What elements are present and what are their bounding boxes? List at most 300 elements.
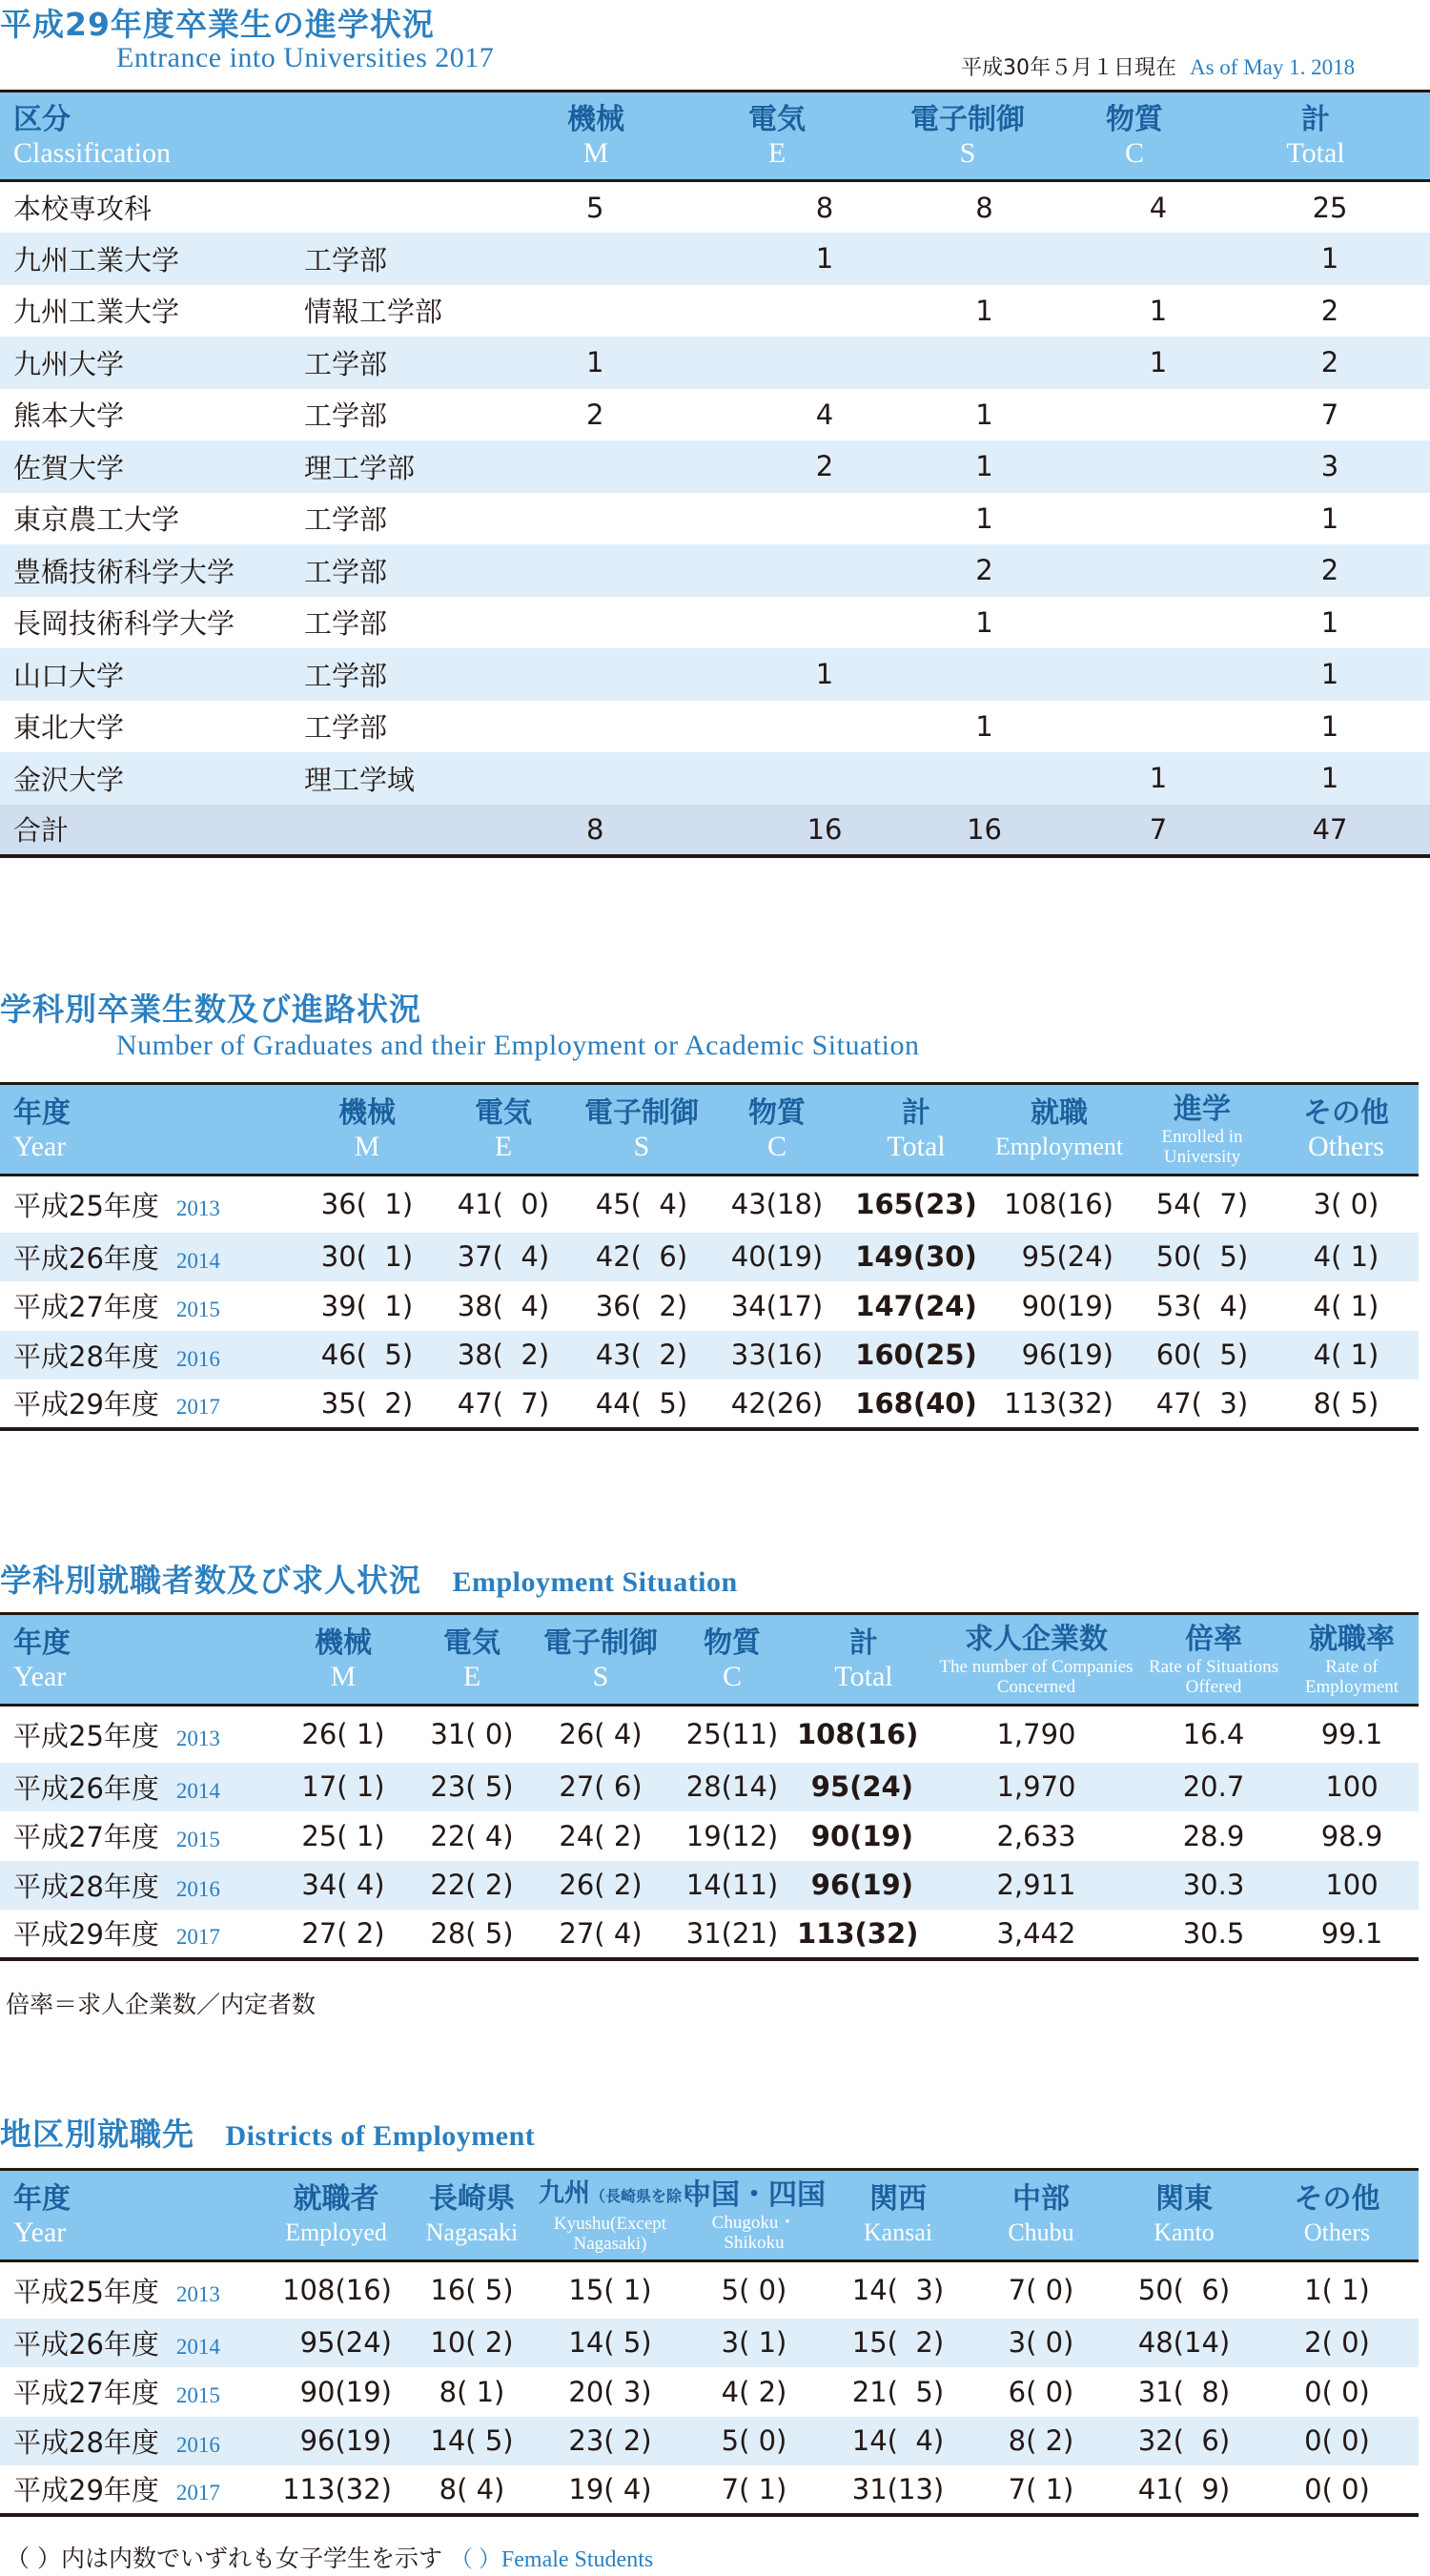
table-cell: 25(11) [685, 1718, 779, 1751]
table-row [0, 648, 1430, 701]
table-cell: 2( 0) [1304, 2326, 1370, 2360]
table-cell: 九州工業大学 [13, 296, 180, 329]
header-s: 電子制御 S [584, 1095, 699, 1162]
year-number: 2016 [175, 1346, 220, 1371]
header-rate: 倍率 Rate of Situations Offered [1148, 1622, 1279, 1697]
table-cell: 8 [586, 812, 604, 846]
table-cell: 26( 4) [559, 1718, 643, 1751]
table-cell: 165(23) [855, 1188, 977, 1221]
table-cell [567, 493, 701, 545]
table-cell: 7( 0) [1008, 2274, 1074, 2307]
table-row [0, 1811, 1419, 1861]
table-cell: 40(19) [730, 1240, 824, 1274]
table-cell: 8 [975, 191, 993, 224]
year-number: 2015 [175, 2383, 220, 2408]
year-cell [0, 1910, 276, 1959]
table-row [0, 285, 1430, 337]
table-cell: 36( 2) [595, 1289, 688, 1322]
section4-title-en: Districts of Employment [225, 2120, 536, 2152]
table-cell: 4( 2) [721, 2375, 787, 2408]
section1-title: 平成29年度卒業生の進学状況 [0, 6, 435, 43]
table-cell: 14( 4) [851, 2424, 945, 2458]
table-cell: 3 [1320, 450, 1339, 483]
table-cell: 熊本大学 [13, 399, 125, 433]
header-total: 計 Total [834, 1625, 893, 1692]
table-cell: 4( 1) [1313, 1339, 1379, 1372]
table-cell: 1 [815, 242, 834, 276]
table-cell: 20.7 [1182, 1770, 1245, 1804]
table-cell: 3,442 [996, 1916, 1076, 1950]
year-number: 2014 [175, 1248, 220, 1273]
year-label: 平成29年度 [13, 2474, 159, 2507]
table-cell: 工学部 [304, 659, 388, 692]
year-cell [0, 2261, 267, 2319]
graduates-table [0, 1082, 1419, 1431]
year-number: 2016 [175, 2432, 220, 2457]
table-cell [1049, 597, 1268, 649]
header-e: 電気 E [443, 1625, 500, 1692]
table-cell: 22( 2) [430, 1869, 514, 1902]
table-cell: 47( 3) [1155, 1386, 1249, 1420]
year-cell [0, 1811, 276, 1861]
female-footnote-en: （ ）Female Students [449, 2547, 654, 2572]
year-cell [0, 1706, 276, 1763]
table-cell: 長岡技術科学大学 [13, 607, 235, 641]
header-others: その他 Others [1303, 1095, 1389, 1162]
table-cell [1049, 648, 1268, 701]
table-cell: 2 [586, 398, 604, 431]
table-row [0, 2261, 1419, 2319]
table-cell: 108(16) [282, 2274, 392, 2307]
table-cell: 60( 5) [1155, 1339, 1249, 1372]
table-cell: 34(17) [730, 1289, 824, 1322]
table-cell: 38( 4) [457, 1289, 550, 1322]
table-row [0, 2319, 1419, 2368]
table-cell [567, 701, 701, 753]
year-label: 平成25年度 [13, 1189, 159, 1222]
table-cell: 27( 6) [559, 1770, 643, 1804]
table-header [0, 92, 1430, 181]
table-cell [920, 337, 1049, 389]
table-cell: 31( 0) [430, 1718, 514, 1751]
table-row [0, 1233, 1419, 1282]
table-cell: 160(25) [855, 1339, 977, 1372]
table-cell: 90(19) [810, 1819, 913, 1852]
table-cell: 95(24) [810, 1770, 913, 1804]
table-cell: 28(14) [685, 1770, 779, 1804]
table-cell: 27( 2) [301, 1916, 385, 1950]
header-kyushu: 九州（長崎県を除く） Kyushu(Except Nagasaki) [539, 2178, 713, 2254]
table-cell: 96(19) [1021, 1339, 1113, 1372]
table-row [0, 597, 1430, 649]
year-label: 平成27年度 [13, 1821, 159, 1854]
table-cell: 43( 2) [595, 1339, 688, 1372]
section3-title [0, 1556, 738, 1601]
table-cell: 1 [1149, 762, 1168, 795]
table-cell: 14( 5) [568, 2326, 652, 2360]
table-cell: 1 [1320, 501, 1339, 535]
header-employment-rate: 就職率 Rate of Employment [1304, 1622, 1399, 1697]
table-cell: 1 [975, 709, 993, 743]
table-cell: 2,911 [996, 1869, 1076, 1902]
table-cell [567, 285, 701, 337]
table-cell: 1 [975, 605, 993, 639]
table-cell: 31( 8) [1137, 2375, 1231, 2408]
table-cell: 113(32) [797, 1916, 919, 1950]
year-label: 平成25年度 [13, 1719, 159, 1752]
section2-title: 学科別卒業生数及び進路状況 [0, 991, 421, 1028]
districts-table [0, 2168, 1419, 2517]
table-row [0, 389, 1430, 441]
table-cell: 16( 5) [430, 2274, 514, 2307]
table-cell: 1 [586, 346, 604, 379]
table-cell: 47( 7) [457, 1386, 550, 1420]
table-cell: 豊橋技術科学大学 [13, 555, 235, 588]
table-cell: 10( 2) [430, 2326, 514, 2360]
table-cell: 本校専攻科 [13, 193, 153, 225]
table-cell: 佐賀大学 [13, 451, 125, 484]
table-cell: 41( 9) [1137, 2472, 1231, 2505]
table-cell: 九州大学 [13, 347, 125, 380]
table-cell: 16 [967, 812, 1002, 846]
section1-subtitle: Entrance into Universities 2017 [116, 42, 495, 73]
table-cell: 95(24) [1021, 1240, 1113, 1274]
year-cell [0, 2319, 267, 2368]
table-cell: 19(12) [685, 1819, 779, 1852]
header-companies: 求人企業数 The number of Companies Concerned [939, 1622, 1134, 1697]
table-cell: 28.9 [1182, 1819, 1245, 1852]
table-cell: 1 [975, 501, 993, 535]
table-cell: 113(32) [282, 2472, 392, 2505]
table-cell: 1 [1320, 242, 1339, 276]
table-cell: 90(19) [299, 2375, 392, 2408]
university-entrance-table [0, 90, 1430, 858]
header-year: 年度 Year [13, 1625, 71, 1692]
table-cell: 5( 0) [721, 2424, 787, 2458]
table-cell: 16 [807, 812, 843, 846]
table-cell: 0( 0) [1304, 2424, 1370, 2458]
year-cell [0, 1380, 301, 1429]
table-row [0, 493, 1430, 545]
header-year: 年度 Year [13, 1095, 71, 1162]
year-label: 平成28年度 [13, 1870, 159, 1903]
table-cell: 46( 5) [320, 1339, 414, 1372]
table-cell: 23( 2) [568, 2424, 652, 2458]
table-cell: 情報工学部 [304, 296, 443, 329]
female-footnote [6, 2540, 653, 2574]
table-cell: 47 [1312, 812, 1348, 846]
table-cell: 31(13) [851, 2472, 945, 2505]
section4-title [0, 2110, 535, 2155]
table-row [0, 1910, 1419, 1959]
table-row [0, 1763, 1419, 1812]
table-row [0, 701, 1430, 753]
table-row [0, 181, 1430, 234]
table-cell: 1( 1) [1304, 2274, 1370, 2307]
header-chubu: 中部 Chubu [1008, 2181, 1074, 2246]
table-cell [567, 752, 701, 805]
table-cell [701, 337, 920, 389]
table-cell: 41( 0) [457, 1188, 550, 1221]
table-row [0, 1281, 1419, 1331]
table-header [0, 1084, 1419, 1176]
year-label: 平成26年度 [13, 1771, 159, 1805]
table-cell: 2 [1320, 346, 1339, 379]
table-cell: 3( 0) [1313, 1188, 1379, 1221]
table-cell: 38( 2) [457, 1339, 550, 1372]
table-row [0, 440, 1430, 493]
table-cell: 98.9 [1320, 1819, 1383, 1852]
year-label: 平成28年度 [13, 2425, 159, 2459]
year-number: 2015 [175, 1828, 220, 1852]
section3-title-ja: 学科別就職者数及び求人状況 [0, 1562, 421, 1599]
table-cell: 43(18) [730, 1188, 824, 1221]
table-cell [701, 544, 920, 597]
year-label: 平成25年度 [13, 2275, 159, 2308]
rate-footnote: 倍率＝求人企業数／内定者数 [6, 1991, 317, 2018]
year-label: 平成29年度 [13, 1918, 159, 1952]
table-cell: 25( 1) [301, 1819, 385, 1852]
section2-subtitle: Number of Graduates and their Employment or Academic Situation [116, 1030, 920, 1061]
table-cell: 1 [975, 450, 993, 483]
table-row [0, 337, 1430, 389]
year-number: 2017 [175, 1395, 220, 1420]
year-number: 2015 [175, 1298, 220, 1322]
as-of-ja: 平成30年５月１日現在 [961, 56, 1176, 80]
table-row [0, 1706, 1419, 1763]
table-cell: 45( 4) [595, 1188, 688, 1221]
table-cell: 22( 4) [430, 1819, 514, 1852]
table-cell: 108(16) [797, 1718, 919, 1751]
table-cell: 149(30) [855, 1240, 977, 1274]
header-m: 機械 M [567, 102, 625, 169]
table-cell: 東京農工大学 [13, 503, 180, 537]
header-total: 計 Total [887, 1095, 946, 1162]
table-cell: 1 [1320, 709, 1339, 743]
employment-situation-table [0, 1612, 1419, 1961]
table-cell: 8 [815, 191, 834, 224]
table-cell: 九州工業大学 [13, 243, 180, 276]
table-cell: 26( 1) [301, 1718, 385, 1751]
table-cell: 99.1 [1320, 1916, 1383, 1950]
year-number: 2013 [175, 1726, 220, 1750]
table-cell [567, 440, 701, 493]
year-cell [0, 1233, 301, 1282]
header-kansai: 関西 Kansai [863, 2181, 933, 2246]
header-c: 物質 C [748, 1095, 806, 1162]
table-cell: 32( 6) [1137, 2424, 1231, 2458]
table-cell: 工学部 [304, 399, 388, 433]
table-cell: 28( 5) [430, 1916, 514, 1950]
table-cell [701, 597, 920, 649]
year-number: 2017 [175, 2481, 220, 2505]
table-cell: 4( 1) [1313, 1240, 1379, 1274]
year-cell [0, 1281, 301, 1331]
table-cell: 4 [815, 398, 834, 431]
header-kanto: 関東 Kanto [1154, 2181, 1215, 2246]
table-cell: 37( 4) [457, 1240, 550, 1274]
table-cell: 147(24) [855, 1289, 977, 1322]
year-number: 2017 [175, 1925, 220, 1950]
table-cell: 27( 4) [559, 1916, 643, 1950]
table-cell: 工学部 [304, 555, 388, 588]
table-cell [1049, 389, 1268, 441]
header-m: 機械 M [338, 1095, 396, 1162]
header-employed: 就職者 Employed [285, 2181, 387, 2246]
year-label: 平成26年度 [13, 2327, 159, 2361]
table-cell: 工学部 [304, 711, 388, 745]
year-cell [0, 2417, 267, 2466]
table-cell: 3( 1) [721, 2326, 787, 2360]
table-cell [291, 181, 567, 234]
header-enrolled: 進学 Enrolled in University [1161, 1092, 1243, 1167]
year-cell [0, 1331, 301, 1380]
table-cell: 100 [1325, 1869, 1379, 1902]
table-row [0, 2417, 1419, 2466]
table-cell: 2 [975, 554, 993, 587]
table-cell: 4 [1149, 191, 1168, 224]
table-cell: 36( 1) [320, 1188, 414, 1221]
table-cell [1049, 544, 1268, 597]
header-others: その他 Others [1294, 2181, 1380, 2246]
table-cell: 14(11) [685, 1869, 779, 1902]
year-label: 平成27年度 [13, 2377, 159, 2410]
table-cell: 7 [1149, 812, 1168, 846]
table-cell [567, 597, 701, 649]
year-number: 2013 [175, 2281, 220, 2306]
header-employment: 就職 Employment [994, 1095, 1124, 1160]
table-cell: 39( 1) [320, 1289, 414, 1322]
header-s: 電子制御 S [543, 1625, 658, 1692]
table-cell [701, 285, 920, 337]
section3-title-en: Employment Situation [452, 1566, 738, 1598]
table-cell: 48(14) [1137, 2326, 1231, 2360]
table-cell: 30( 1) [320, 1240, 414, 1274]
table-cell: 99.1 [1320, 1718, 1383, 1751]
year-label: 平成29年度 [13, 1388, 159, 1421]
table-row [0, 233, 1430, 285]
table-cell: 8( 1) [439, 2375, 505, 2408]
table-cell [567, 233, 701, 285]
table-cell: 理工学部 [304, 451, 416, 484]
year-cell [0, 2367, 267, 2417]
table-cell: 42( 6) [595, 1240, 688, 1274]
table-cell: 33(16) [730, 1339, 824, 1372]
female-footnote-ja: （ ）内は内数でいずれも女子学生を示す [6, 2545, 442, 2572]
table-cell: 100 [1325, 1770, 1379, 1804]
table-cell: 168(40) [855, 1386, 977, 1420]
table-cell: 工学部 [304, 607, 388, 641]
table-cell: 23( 5) [430, 1770, 514, 1804]
table-cell: 1 [1320, 658, 1339, 691]
table-cell: 1 [1149, 346, 1168, 379]
total-row [0, 805, 1430, 856]
table-cell: 90(19) [1021, 1289, 1113, 1322]
table-header [0, 2170, 1419, 2261]
table-cell: 19( 4) [568, 2472, 652, 2505]
table-row [0, 2367, 1419, 2417]
table-row [0, 1380, 1419, 1429]
table-cell: 1,790 [996, 1718, 1076, 1751]
year-cell [0, 1861, 276, 1911]
table-cell: 5 [586, 191, 604, 224]
table-cell: 0( 0) [1304, 2375, 1370, 2408]
table-cell: 1 [815, 658, 834, 691]
table-cell: 合計 [13, 814, 70, 847]
table-cell: 14( 3) [851, 2274, 945, 2307]
table-cell: 理工学域 [304, 763, 416, 796]
table-cell [1049, 701, 1268, 753]
header-chugoku-shikoku: 中国・四国 Chugoku・Shikoku [683, 2177, 826, 2253]
header-classification: 区分 Classification [13, 102, 171, 169]
table-cell: 20( 3) [568, 2375, 652, 2408]
header-year: 年度 Year [13, 2181, 71, 2248]
table-cell: 96(19) [810, 1869, 913, 1902]
table-cell [567, 544, 701, 597]
table-cell: 24( 2) [559, 1819, 643, 1852]
year-cell [0, 1176, 301, 1233]
table-cell: 17( 1) [301, 1770, 385, 1804]
table-cell: 2 [1320, 554, 1339, 587]
table-cell: 95(24) [299, 2326, 392, 2360]
table-row [0, 2465, 1419, 2515]
table-cell [920, 648, 1049, 701]
table-cell: 30.5 [1182, 1916, 1245, 1950]
table-row [0, 1176, 1419, 1233]
table-cell: 2,633 [996, 1819, 1076, 1852]
as-of-date [961, 51, 1355, 81]
table-cell: 21( 5) [851, 2375, 945, 2408]
table-cell: 2 [1320, 294, 1339, 327]
header-m: 機械 M [315, 1625, 372, 1692]
table-cell [701, 752, 920, 805]
table-cell: 工学部 [304, 503, 388, 537]
year-label: 平成28年度 [13, 1339, 159, 1373]
section4-title-ja: 地区別就職先 [0, 2116, 194, 2153]
table-cell: 東北大学 [13, 711, 125, 745]
table-cell: 15( 1) [568, 2274, 652, 2307]
table-cell: 42(26) [730, 1386, 824, 1420]
table-cell [1049, 233, 1268, 285]
year-cell [0, 1763, 276, 1812]
table-cell: 山口大学 [13, 659, 125, 692]
table-cell: 34( 4) [301, 1869, 385, 1902]
table-row [0, 544, 1430, 597]
year-number: 2014 [175, 1778, 220, 1803]
table-cell: 30.3 [1182, 1869, 1245, 1902]
table-cell: 16.4 [1182, 1718, 1245, 1751]
table-row [0, 1861, 1419, 1911]
table-cell: 1,970 [996, 1770, 1076, 1804]
header-total: 計 Total [1286, 102, 1345, 169]
header-c: 物質 C [704, 1625, 761, 1692]
table-cell: 31(21) [685, 1916, 779, 1950]
table-cell: 1 [975, 294, 993, 327]
table-row [0, 1331, 1419, 1380]
table-cell: 7 [1320, 398, 1339, 431]
table-cell: 113(32) [1004, 1386, 1113, 1420]
table-cell: 54( 7) [1155, 1188, 1249, 1221]
table-cell [567, 648, 701, 701]
table-cell: 3( 0) [1008, 2326, 1074, 2360]
header-e: 電気 E [475, 1095, 532, 1162]
table-cell: 15( 2) [851, 2326, 945, 2360]
table-cell [701, 493, 920, 545]
header-e: 電気 E [748, 102, 807, 169]
table-cell [1049, 440, 1268, 493]
table-cell: 7( 1) [1008, 2472, 1074, 2505]
table-cell: 7( 1) [721, 2472, 787, 2505]
